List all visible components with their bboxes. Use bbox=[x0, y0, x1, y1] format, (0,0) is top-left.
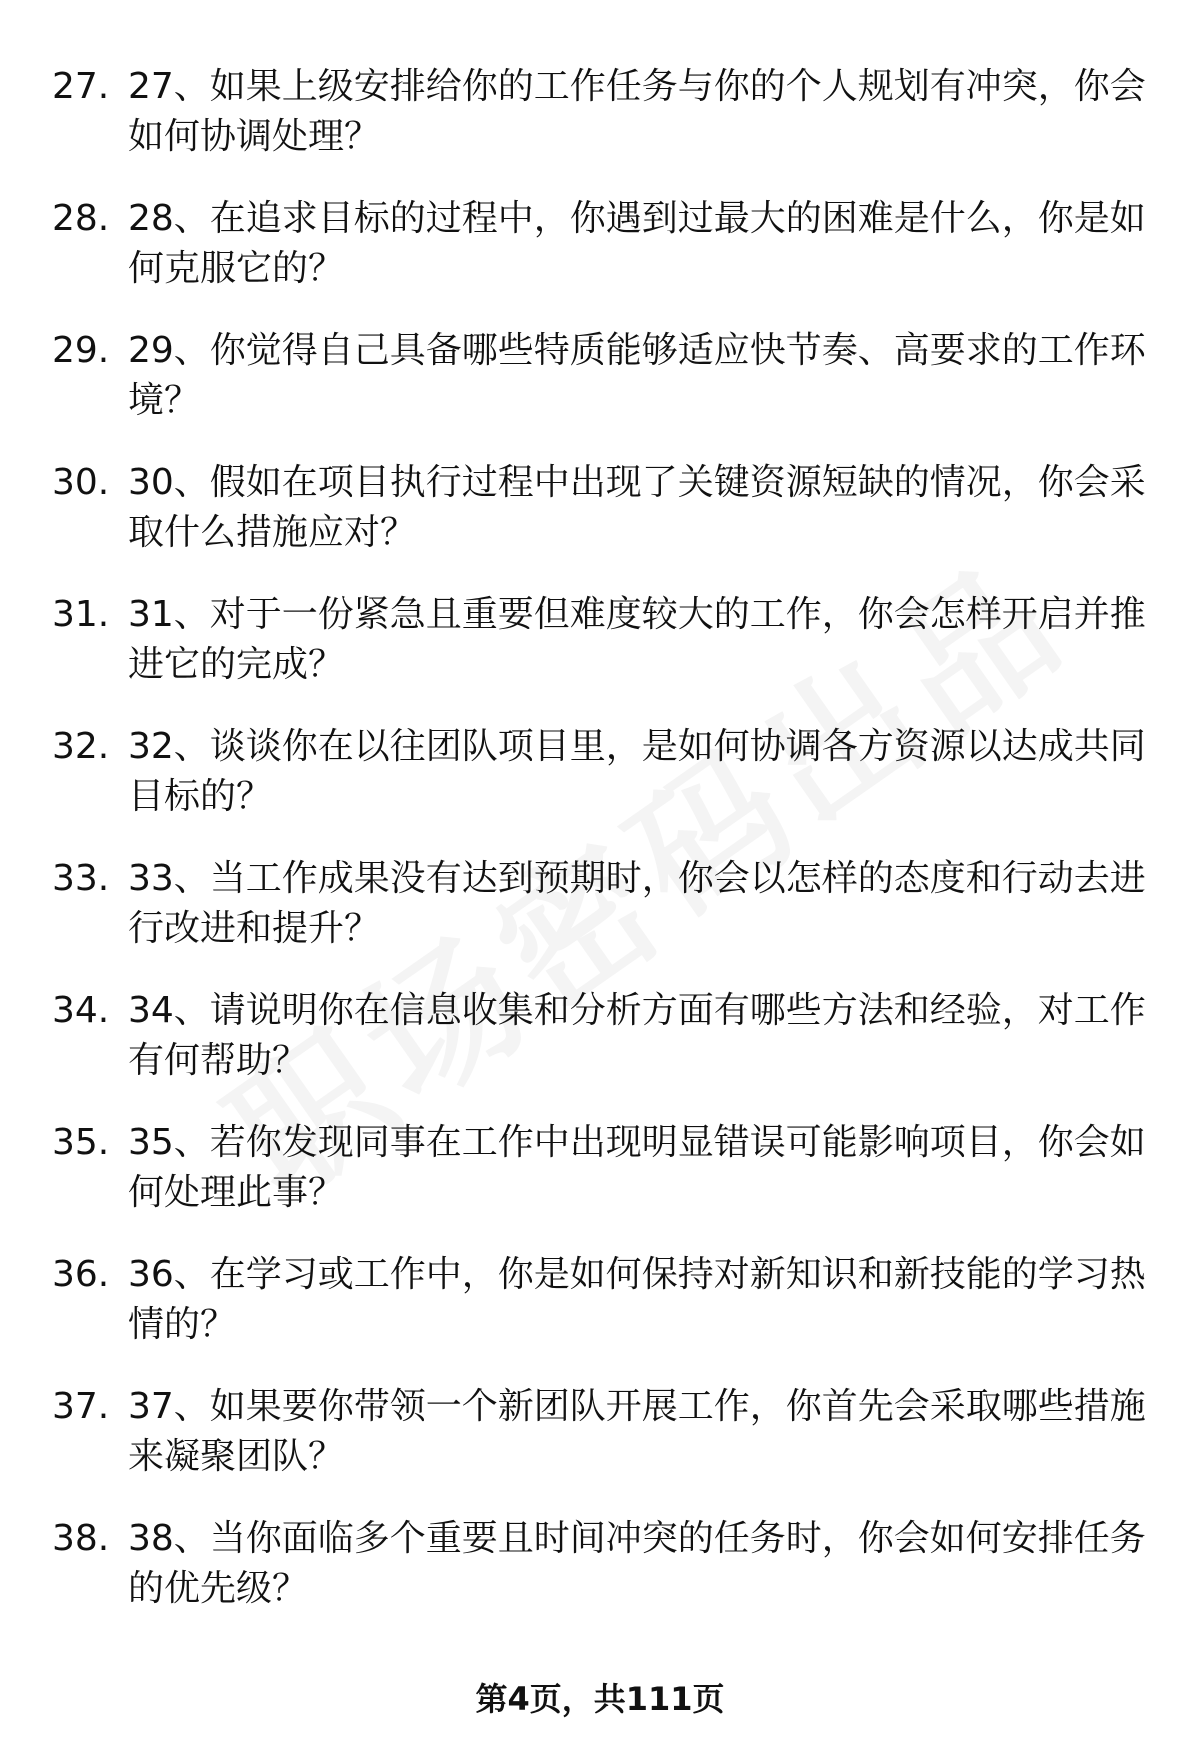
question-item bbox=[0, 62, 1200, 194]
question-text: 30、假如在项目执行过程中出现了关键资源短缺的情况，你会采取什么措施应对？ bbox=[128, 462, 1146, 553]
question-number: 28. bbox=[52, 198, 110, 239]
question-item bbox=[0, 1250, 1200, 1382]
question-number: 37. bbox=[52, 1386, 110, 1427]
question-item bbox=[0, 590, 1200, 722]
page-number: 第4页，共111页 bbox=[475, 1680, 725, 1718]
question-number: 33. bbox=[52, 858, 110, 899]
question-number: 27. bbox=[52, 66, 110, 107]
question-number: 34. bbox=[52, 990, 110, 1031]
question-number: 30. bbox=[52, 462, 110, 503]
question-item bbox=[0, 1514, 1200, 1646]
question-number: 32. bbox=[52, 726, 110, 767]
question-text: 37、如果要你带领一个新团队开展工作，你首先会采取哪些措施来凝聚团队？ bbox=[128, 1386, 1146, 1477]
question-list bbox=[0, 62, 1200, 1646]
question-number: 29. bbox=[52, 330, 110, 371]
question-number: 38. bbox=[52, 1518, 110, 1559]
question-item bbox=[0, 1382, 1200, 1514]
question-number: 31. bbox=[52, 594, 110, 635]
question-text: 36、在学习或工作中，你是如何保持对新知识和新技能的学习热情的？ bbox=[128, 1254, 1146, 1345]
question-text: 29、你觉得自己具备哪些特质能够适应快节奏、高要求的工作环境？ bbox=[128, 330, 1146, 421]
question-number: 35. bbox=[52, 1122, 110, 1163]
question-text: 32、谈谈你在以往团队项目里，是如何协调各方资源以达成共同目标的？ bbox=[128, 726, 1146, 817]
question-item bbox=[0, 194, 1200, 326]
question-text: 38、当你面临多个重要且时间冲突的任务时，你会如何安排任务的优先级？ bbox=[128, 1518, 1146, 1609]
question-item bbox=[0, 326, 1200, 458]
question-item bbox=[0, 986, 1200, 1118]
question-item bbox=[0, 722, 1200, 854]
question-item bbox=[0, 1118, 1200, 1250]
question-item bbox=[0, 458, 1200, 590]
question-text: 31、对于一份紧急且重要但难度较大的工作，你会怎样开启并推进它的完成？ bbox=[128, 594, 1146, 685]
question-text: 35、若你发现同事在工作中出现明显错误可能影响项目，你会如何处理此事？ bbox=[128, 1122, 1146, 1213]
question-number: 36. bbox=[52, 1254, 110, 1295]
question-text: 28、在追求目标的过程中，你遇到过最大的困难是什么，你是如何克服它的？ bbox=[128, 198, 1146, 289]
question-text: 34、请说明你在信息收集和分析方面有哪些方法和经验，对工作有何帮助？ bbox=[128, 990, 1146, 1081]
question-item bbox=[0, 854, 1200, 986]
question-text: 33、当工作成果没有达到预期时，你会以怎样的态度和行动去进行改进和提升？ bbox=[128, 858, 1146, 949]
question-text: 27、如果上级安排给你的工作任务与你的个人规划有冲突，你会如何协调处理？ bbox=[128, 66, 1146, 157]
